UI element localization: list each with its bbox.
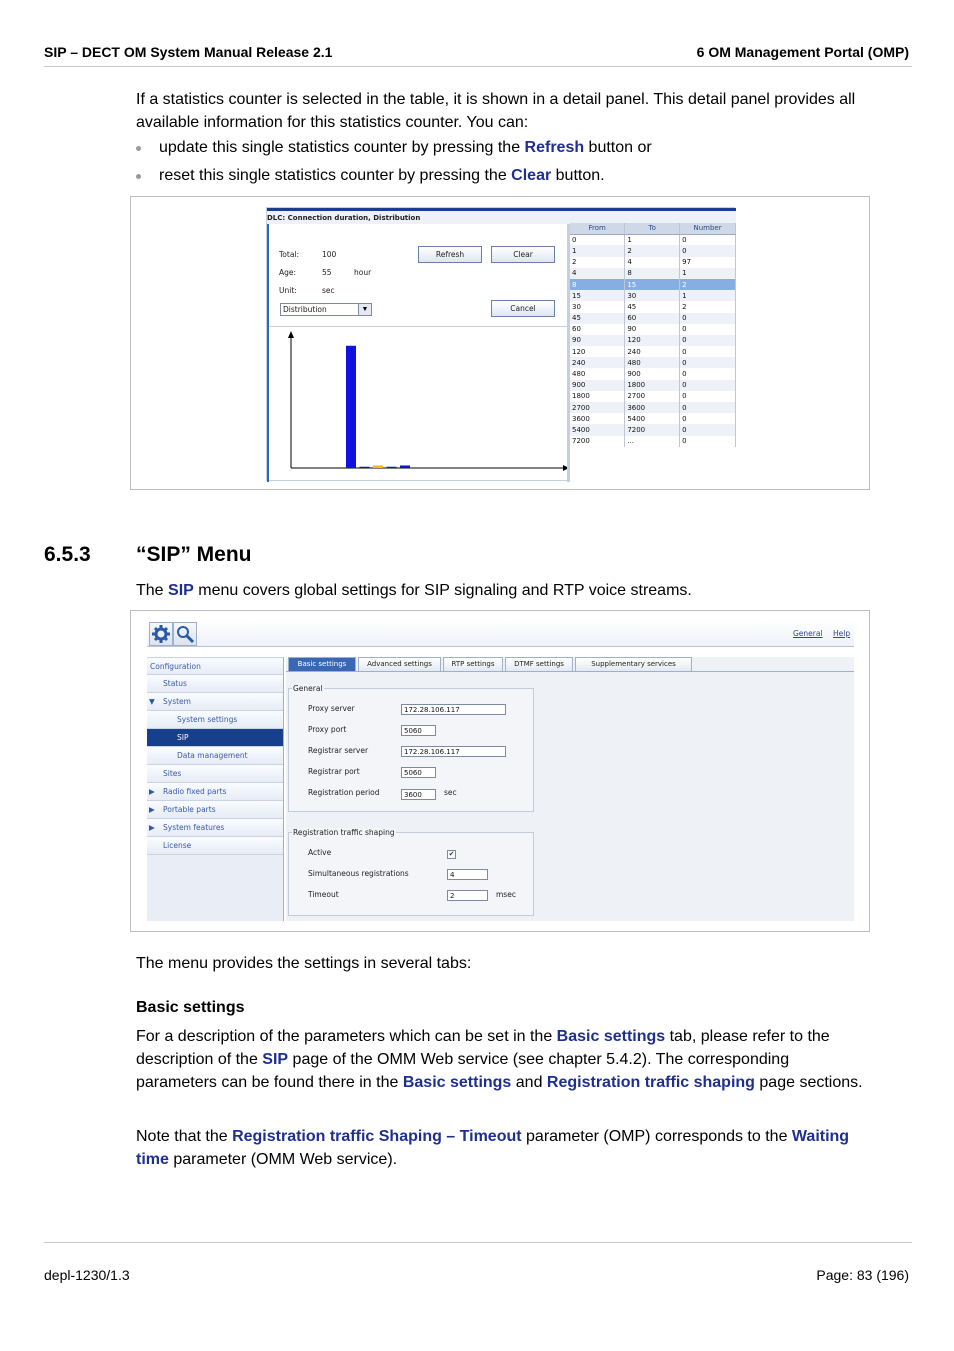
cell-from: 4 (570, 268, 625, 279)
general-legend: General (293, 684, 323, 693)
proxy-server-input[interactable]: 172.28.106.117 (401, 704, 506, 715)
histogram-bar-30 (400, 465, 410, 468)
cell-number: 0 (680, 346, 736, 357)
unit-value: sec (322, 286, 335, 295)
cell-to: 2 (625, 245, 680, 256)
tab-basic-settings[interactable]: Basic settings (288, 657, 356, 671)
nav-data-management[interactable]: Data management (147, 747, 283, 765)
histogram-bar-4 (360, 467, 370, 468)
period-unit: sec (444, 788, 457, 797)
active-label: Active (308, 848, 332, 857)
cell-to: 45 (625, 301, 680, 312)
stats-table-pane (567, 224, 736, 482)
nav-system-settings[interactable]: System settings (147, 711, 283, 729)
cell-number: 0 (680, 335, 736, 346)
footer-doc-id: depl-1230/1.3 (44, 1267, 130, 1283)
cell-from: 2 (570, 257, 625, 268)
simultaneous-label: Simultaneous registrations (308, 869, 409, 878)
total-label: Total: (279, 250, 300, 259)
cell-from: 3600 (570, 413, 625, 424)
cell-number: 97 (680, 257, 736, 268)
nav-status[interactable]: Status (147, 675, 283, 693)
cell-from: 45 (570, 313, 625, 324)
cell-from: 7200 (570, 436, 625, 447)
table-row[interactable] (570, 346, 736, 357)
proxy-server-label: Proxy server (308, 704, 355, 713)
nav-system[interactable]: ▼ System (147, 693, 283, 711)
cell-to: 120 (625, 335, 680, 346)
cell-number: 0 (680, 424, 736, 435)
table-row[interactable] (570, 368, 736, 379)
cell-number: 0 (680, 245, 736, 256)
cell-from: 15 (570, 290, 625, 301)
section-title: “SIP” Menu (136, 543, 252, 566)
basic-settings-heading: Basic settings (136, 999, 245, 1016)
table-row[interactable] (570, 335, 736, 346)
timeout-input[interactable]: 2 (447, 890, 488, 901)
cell-to: 3600 (625, 402, 680, 413)
nav-portable-parts[interactable]: ▶ Portable parts (147, 801, 283, 819)
header-title: SIP – DECT OM System Manual Release 2.1 (44, 44, 333, 60)
tab-supplementary-services[interactable]: Supplementary services (575, 657, 692, 671)
proxy-port-label: Proxy port (308, 725, 347, 734)
cell-from: 900 (570, 380, 625, 391)
sip-menu-figure (130, 610, 870, 932)
cell-to: 90 (625, 324, 680, 335)
help-link[interactable]: Help (833, 629, 851, 638)
stats-panel-title: DLC: Connection duration, Distribution (267, 214, 421, 222)
simultaneous-input[interactable]: 4 (447, 869, 488, 880)
table-row[interactable] (570, 290, 736, 301)
stats-detail-panel (266, 207, 735, 481)
header-rule (44, 66, 912, 67)
table-row[interactable] (570, 391, 736, 402)
cell-number: 0 (680, 357, 736, 368)
histogram-bar-2 (346, 346, 356, 468)
cell-from: 2700 (570, 402, 625, 413)
cell-number: 2 (680, 279, 736, 290)
histogram-bar-8 (373, 465, 383, 468)
footer-rule (44, 1242, 912, 1243)
tab-advanced-settings[interactable]: Advanced settings (358, 657, 441, 671)
general-link[interactable]: General (793, 629, 823, 638)
table-row[interactable] (570, 402, 736, 413)
table-row[interactable] (570, 279, 736, 290)
cell-number: 0 (680, 380, 736, 391)
cell-to: 480 (625, 357, 680, 368)
registrar-port-input[interactable]: 5060 (401, 767, 436, 778)
content-area (286, 657, 854, 921)
histogram-bar-15 (387, 467, 397, 468)
table-row[interactable] (570, 313, 736, 324)
cell-from: 480 (570, 368, 625, 379)
clear-button[interactable]: Clear (491, 246, 555, 263)
registration-traffic-shaping-section (288, 828, 534, 916)
unit-label: Unit: (279, 286, 297, 295)
timeout-note-paragraph: Note that the Registration traffic Shaping – Timeout parameter (OMP) corresponds to the Waiting time parameter (OMM Web service). (136, 1128, 850, 1168)
col-from[interactable]: From (570, 223, 625, 234)
registrar-server-label: Registrar server (308, 746, 369, 755)
cell-from: 0 (570, 234, 625, 245)
nav-system-features[interactable]: ▶ System features (147, 819, 283, 837)
cell-number: 0 (680, 313, 736, 324)
cell-from: 8 (570, 279, 625, 290)
timeout-unit: msec (496, 890, 516, 899)
refresh-button[interactable]: Refresh (418, 246, 482, 263)
header-chapter: 6 OM Management Portal (OMP) (696, 44, 909, 60)
table-row[interactable] (570, 234, 736, 245)
nav-radio-fixed-parts[interactable]: ▶ Radio fixed parts (147, 783, 283, 801)
cell-number: 1 (680, 290, 736, 301)
general-section (288, 684, 534, 812)
nav-configuration[interactable]: Configuration (147, 657, 283, 675)
registration-period-input[interactable]: 3600 (401, 789, 436, 800)
proxy-port-input[interactable]: 5060 (401, 725, 436, 736)
cell-to: 8 (625, 268, 680, 279)
age-label: Age: (279, 268, 297, 277)
cell-to: 30 (625, 290, 680, 301)
y-axis-arrow-icon (288, 331, 294, 338)
cell-to: 1800 (625, 380, 680, 391)
intro-paragraph: If a statistics counter is selected in the table, it is shown in a detail panel. This detail panel provides all available information for this statistics counter. You can: (136, 91, 856, 131)
table-row[interactable] (570, 257, 736, 268)
cell-number: 0 (680, 234, 736, 245)
age-value: 55 (322, 268, 332, 277)
cell-to: 4 (625, 257, 680, 268)
footer-page-number: Page: 83 (196) (816, 1267, 909, 1283)
cell-from: 30 (570, 301, 625, 312)
check-icon: ✔ (448, 851, 455, 858)
nav-sip[interactable]: SIP (147, 729, 283, 747)
table-row[interactable] (570, 301, 736, 312)
gear-icon (150, 623, 172, 645)
cell-from: 1800 (570, 391, 625, 402)
distribution-dropdown[interactable]: Distribution ▼ (280, 303, 372, 316)
col-to[interactable]: To (625, 223, 680, 234)
cell-number: 1 (680, 268, 736, 279)
cell-to: 900 (625, 368, 680, 379)
caret-right-icon: ▶ (149, 787, 155, 796)
col-number[interactable]: Number (680, 223, 736, 234)
table-row[interactable] (570, 380, 736, 391)
configuration-mode-button[interactable] (149, 622, 173, 646)
caret-right-icon: ▶ (149, 823, 155, 832)
registration-period-label: Registration period (308, 788, 380, 797)
cell-number: 0 (680, 402, 736, 413)
age-unit: hour (354, 268, 372, 277)
sip-intro: The SIP menu covers global settings for SIP signaling and RTP voice streams. (136, 582, 692, 599)
cell-to: 1 (625, 234, 680, 245)
cell-from: 240 (570, 357, 625, 368)
total-value: 100 (322, 250, 337, 259)
cell-number: 0 (680, 391, 736, 402)
caret-down-icon: ▼ (149, 697, 155, 706)
table-row[interactable] (570, 268, 736, 279)
cell-number: 0 (680, 368, 736, 379)
cell-from: 90 (570, 335, 625, 346)
cell-to: 15 (625, 279, 680, 290)
statistics-figure (130, 196, 870, 490)
table-row[interactable] (570, 245, 736, 256)
nav-license[interactable]: License (147, 837, 283, 855)
chevron-down-icon: ▼ (358, 304, 371, 315)
section-number: 6.5.3 (44, 543, 91, 566)
cell-number: 2 (680, 301, 736, 312)
monitoring-mode-button[interactable] (173, 622, 197, 646)
caret-right-icon: ▶ (149, 805, 155, 814)
cell-to: 5400 (625, 413, 680, 424)
basic-settings-paragraph: For a description of the parameters which can be set in the Basic settings tab, please refer to the description of the SIP page of the OMM Web service (see chapter 5.4.2). The corresponding parameters can be found there in the Basic settings and Registration traffic shaping page sections. (136, 1028, 863, 1091)
nav-sites[interactable]: Sites (147, 765, 283, 783)
registrar-server-input[interactable]: 172.28.106.117 (401, 746, 506, 757)
distribution-table (570, 223, 736, 447)
stats-detail-left (267, 224, 567, 482)
table-row[interactable] (570, 424, 736, 435)
search-icon (174, 623, 196, 645)
omp-window (147, 620, 854, 921)
timeout-label: Timeout (308, 890, 339, 899)
tab-dtmf-settings[interactable]: DTMF settings (505, 657, 573, 671)
cell-number: 0 (680, 436, 736, 447)
tab-rtp-settings[interactable]: RTP settings (443, 657, 503, 671)
table-row[interactable] (570, 436, 736, 447)
cell-to: ... (625, 436, 680, 447)
table-row[interactable] (570, 324, 736, 335)
table-row[interactable] (570, 357, 736, 368)
cell-from: 60 (570, 324, 625, 335)
cell-to: 7200 (625, 424, 680, 435)
cell-from: 1 (570, 245, 625, 256)
cell-to: 240 (625, 346, 680, 357)
cell-number: 0 (680, 324, 736, 335)
table-row[interactable] (570, 413, 736, 424)
cancel-button[interactable]: Cancel (491, 300, 555, 317)
cell-from: 120 (570, 346, 625, 357)
cell-number: 0 (680, 413, 736, 424)
cell-from: 5400 (570, 424, 625, 435)
distribution-histogram (269, 328, 567, 482)
cell-to: 2700 (625, 391, 680, 402)
cell-to: 60 (625, 313, 680, 324)
tabs-intro: The menu provides the settings in several tabs: (136, 955, 472, 972)
sidebar (147, 657, 284, 921)
active-checkbox[interactable] (447, 850, 456, 859)
registrar-port-label: Registrar port (308, 767, 360, 776)
rts-legend: Registration traffic shaping (293, 828, 395, 837)
